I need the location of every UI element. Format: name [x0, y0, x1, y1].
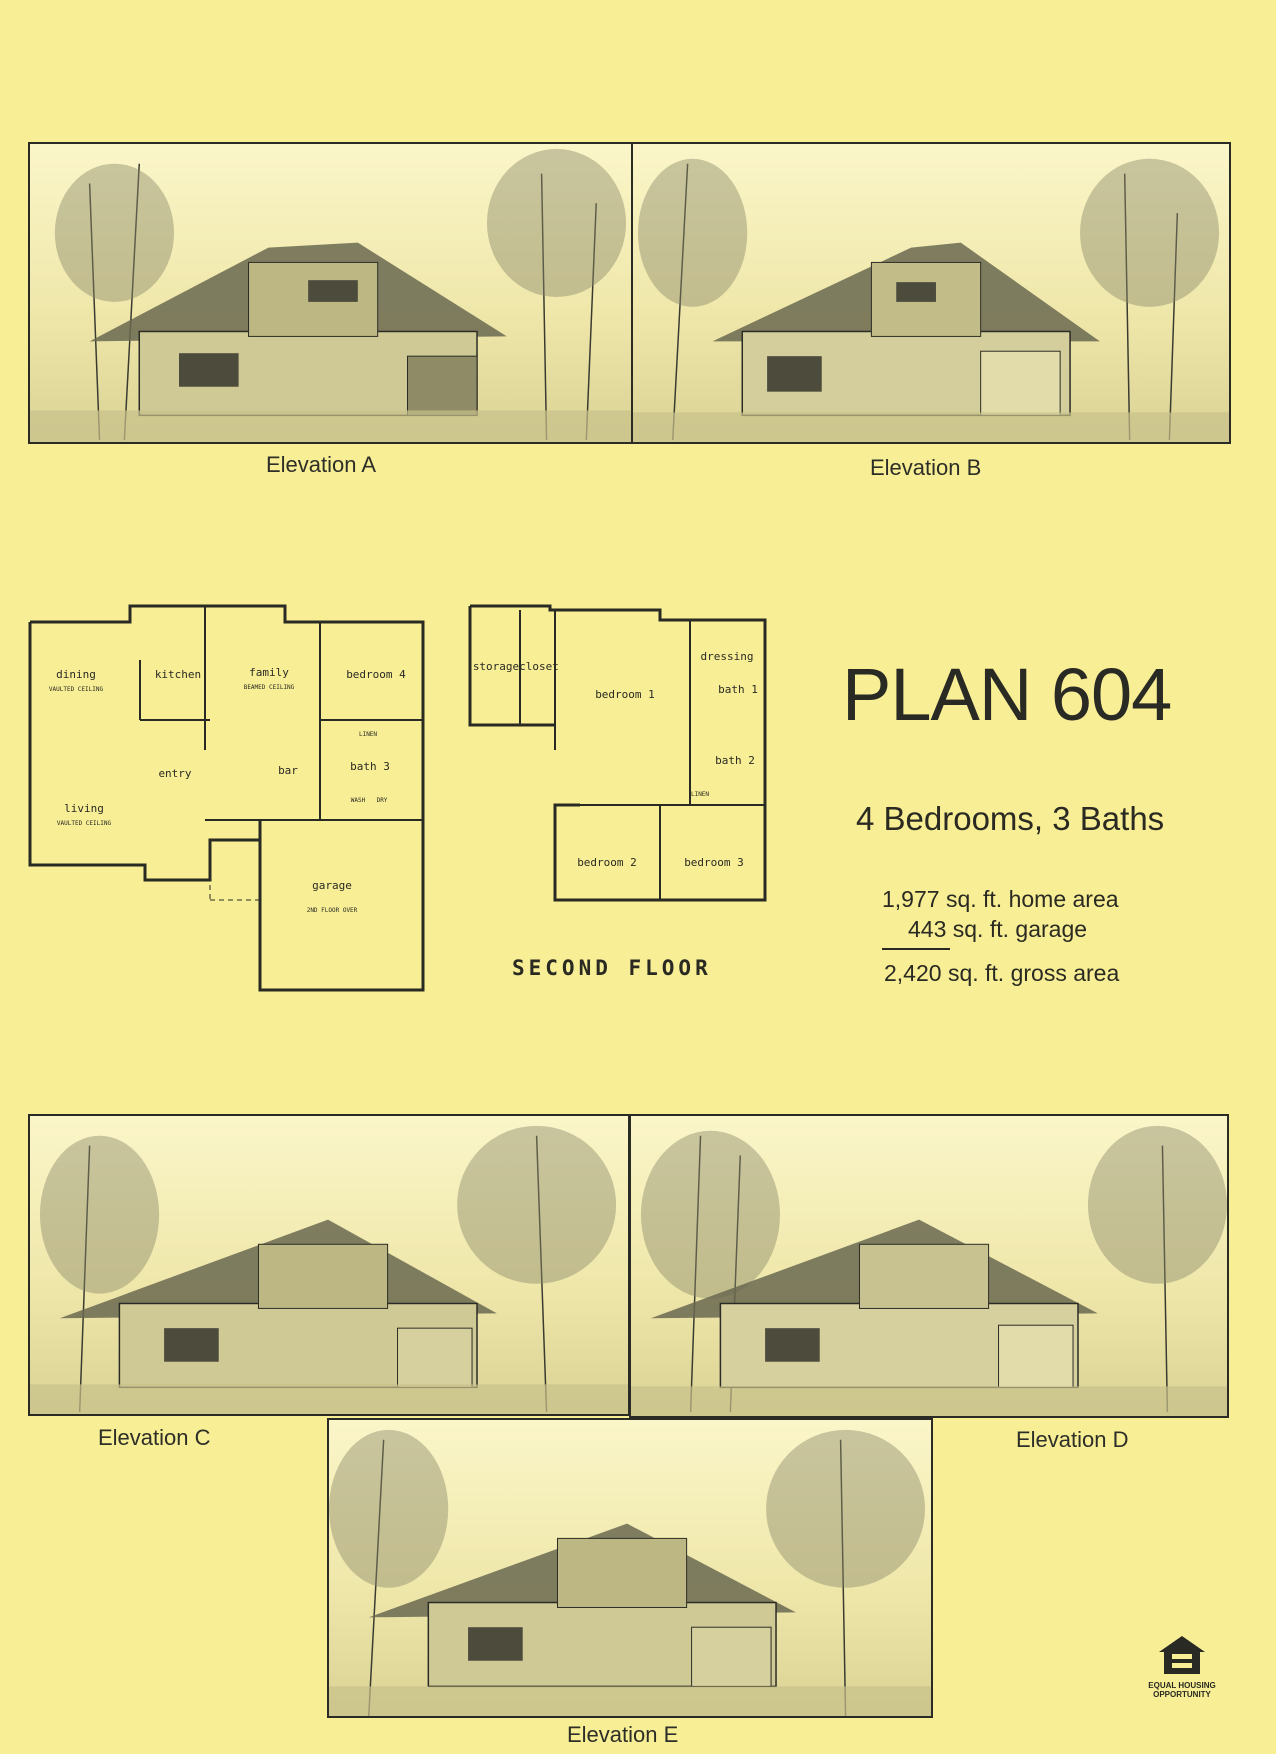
- room-bath-1: bath 1: [718, 683, 758, 696]
- room-closet: closet: [519, 660, 559, 673]
- room-storage: storage: [472, 660, 520, 673]
- room-entry: entry: [158, 767, 192, 780]
- sum-rule: [882, 948, 950, 950]
- garage-area-label: garage: [1015, 916, 1088, 942]
- home-area-value: 1,977 sq. ft.: [882, 886, 1003, 912]
- elevation-e-caption: Elevation E: [567, 1722, 679, 1747]
- house-icon: [1157, 1634, 1207, 1676]
- dining-note: VAULTED CEILING: [48, 686, 104, 693]
- gross-area-value: 2,420 sq. ft.: [884, 960, 1005, 986]
- room-bedroom-2: bedroom 2: [577, 856, 637, 869]
- room-kitchen: kitchen: [154, 668, 202, 681]
- second-floor-label: SECOND FLOOR: [512, 956, 712, 980]
- equal-housing-logo: [1144, 1634, 1220, 1699]
- room-bath-3: bath 3: [350, 760, 390, 773]
- equal-housing-line1: EQUAL HOUSING: [1148, 1681, 1216, 1690]
- room-living: living: [64, 802, 104, 815]
- room-family: family: [249, 666, 289, 679]
- gross-area-label: gross area: [1010, 960, 1120, 986]
- garage-area-row: [908, 916, 1087, 943]
- living-note: VAULTED CEILING: [56, 820, 112, 827]
- home-area-label: home area: [1008, 886, 1119, 912]
- room-garage: garage: [312, 879, 352, 892]
- gross-area-row: [884, 960, 1119, 987]
- elevation-b-caption: Elevation B: [870, 455, 982, 480]
- elevation-c-image: [28, 1114, 630, 1416]
- second-floor-linen: LINEN: [690, 791, 710, 798]
- elevation-a-image: [28, 142, 633, 444]
- plan-title: PLAN 604: [842, 653, 1172, 736]
- first-floor-linen: LINEN: [358, 731, 378, 738]
- elevation-d-image: [629, 1114, 1229, 1418]
- wash-label: WASH: [350, 797, 366, 804]
- room-bedroom-1: bedroom 1: [595, 688, 655, 701]
- garage-note: 2ND FLOOR OVER: [306, 907, 358, 914]
- dry-label: DRY: [376, 797, 388, 804]
- room-bath-2: bath 2: [715, 754, 755, 767]
- garage-area-value: 443 sq. ft.: [908, 916, 1010, 942]
- room-dining: dining: [56, 668, 96, 681]
- family-note: BEAMED CEILING: [243, 684, 295, 691]
- room-bar: bar: [278, 764, 298, 777]
- room-dressing: dressing: [700, 650, 754, 663]
- equal-housing-line2: OPPORTUNITY: [1153, 1690, 1211, 1699]
- elevation-e-image: [327, 1418, 933, 1718]
- room-bedroom-3: bedroom 3: [684, 856, 744, 869]
- elevation-b-image: [631, 142, 1231, 444]
- floor-plans: [20, 590, 780, 1000]
- elevation-a-caption: Elevation A: [266, 452, 377, 477]
- elevation-d-caption: Elevation D: [1016, 1427, 1129, 1452]
- plan-subtitle: 4 Bedrooms, 3 Baths: [856, 800, 1165, 837]
- elevation-c-caption: Elevation C: [98, 1425, 211, 1450]
- room-bedroom-4: bedroom 4: [346, 668, 406, 681]
- home-area-row: [882, 886, 1119, 913]
